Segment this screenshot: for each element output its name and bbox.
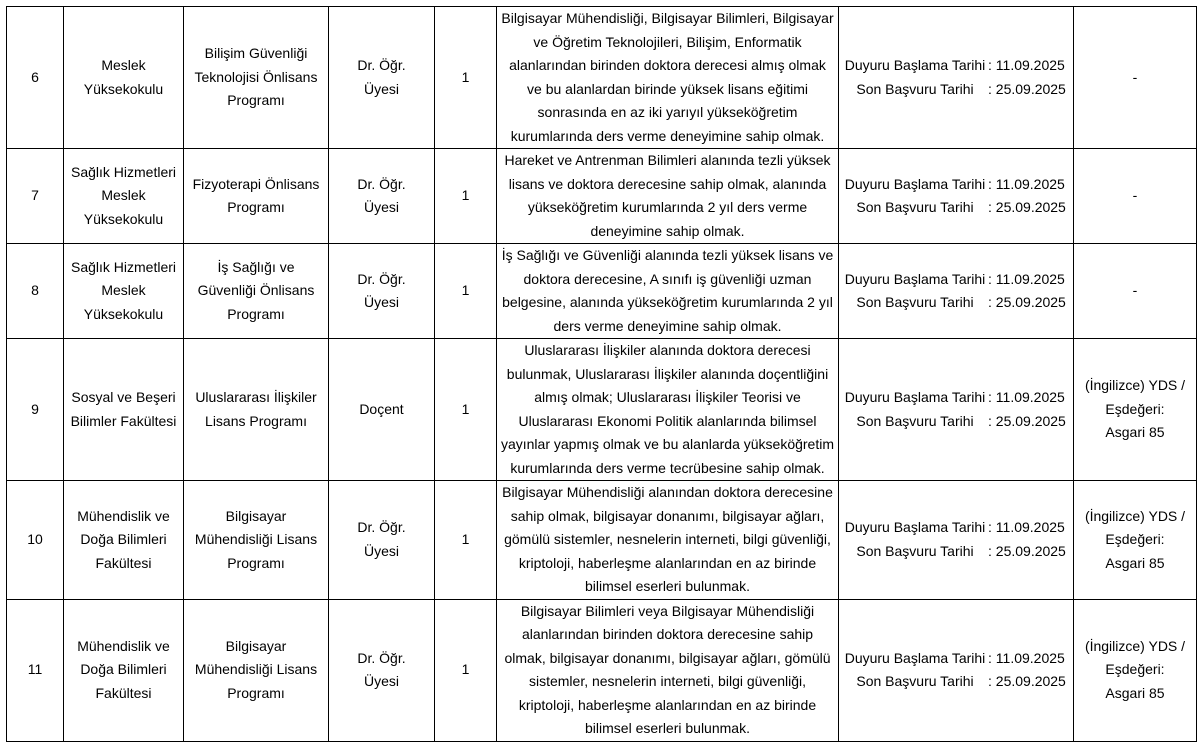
language-cell bbox=[1074, 244, 1197, 339]
unit-line: Yüksekokulu bbox=[83, 305, 164, 322]
title-line: Dr. Öğr. bbox=[357, 649, 406, 666]
language-line: (İngilizce) YDS / bbox=[1084, 377, 1186, 394]
unit-line: Yüksekokulu bbox=[83, 80, 164, 97]
title-line: Üyesi bbox=[363, 199, 399, 215]
date-label: Son Başvuru Tarihi bbox=[856, 199, 974, 215]
date-value: : 25.09.2025 bbox=[988, 412, 1066, 429]
department-line: Bilgisayar bbox=[225, 637, 287, 654]
language-line: Asgari 85 bbox=[1105, 554, 1165, 571]
title-line: Üyesi bbox=[363, 673, 399, 689]
department-line: Mühendisliği Lisans bbox=[194, 531, 318, 547]
date-line bbox=[842, 268, 1070, 292]
date-label: Duyuru Başlama Tarihi bbox=[844, 519, 986, 536]
unit-line: Bilimler Fakültesi bbox=[70, 412, 177, 429]
date-line bbox=[842, 173, 1070, 197]
title-line: Üyesi bbox=[363, 542, 399, 559]
count-cell: 1 bbox=[435, 244, 497, 339]
unit-cell bbox=[64, 481, 184, 600]
department-line: Fizyoterapi Önlisans bbox=[192, 175, 320, 192]
department-line: Programı bbox=[227, 554, 285, 571]
row-number: 10 bbox=[7, 481, 64, 600]
department-line: Güvenliği Önlisans bbox=[197, 282, 315, 299]
department-line: Teknolojisi Önlisans bbox=[194, 68, 318, 85]
unit-line: Yüksekokulu bbox=[83, 210, 164, 227]
department-line: Programı bbox=[227, 684, 285, 701]
title-cell bbox=[329, 149, 435, 244]
unit-cell bbox=[64, 244, 184, 339]
date-label: Duyuru Başlama Tarihi bbox=[844, 175, 986, 192]
date-label: Duyuru Başlama Tarihi bbox=[844, 649, 986, 666]
department-cell bbox=[184, 339, 329, 481]
row-number: 7 bbox=[7, 149, 64, 244]
title-cell bbox=[329, 481, 435, 600]
table-row bbox=[7, 149, 1197, 244]
date-label: Duyuru Başlama Tarihi bbox=[844, 389, 986, 405]
date-line bbox=[842, 516, 1070, 540]
date-value: : 25.09.2025 bbox=[988, 673, 1066, 689]
language-cell bbox=[1074, 7, 1197, 149]
department-cell bbox=[184, 149, 329, 244]
row-number: 11 bbox=[7, 599, 64, 741]
unit-line: Sağlık Hizmetleri bbox=[70, 258, 177, 275]
language-cell bbox=[1074, 149, 1197, 244]
date-line bbox=[842, 670, 1070, 694]
date-value: : 11.09.2025 bbox=[988, 389, 1065, 405]
unit-line: Doğa Bilimleri bbox=[80, 531, 167, 547]
date-value: : 25.09.2025 bbox=[988, 294, 1066, 310]
language-line: Asgari 85 bbox=[1105, 684, 1165, 701]
date-line bbox=[842, 647, 1070, 671]
date-line bbox=[842, 291, 1070, 315]
dates-cell bbox=[839, 149, 1074, 244]
date-value: : 11.09.2025 bbox=[988, 519, 1065, 536]
date-value: : 25.09.2025 bbox=[988, 199, 1066, 215]
department-line: Bilişim Güvenliği bbox=[204, 45, 308, 62]
count-cell: 1 bbox=[435, 481, 497, 600]
date-line bbox=[842, 54, 1070, 78]
table-row bbox=[7, 339, 1197, 481]
row-number: 8 bbox=[7, 244, 64, 339]
table-row bbox=[7, 481, 1197, 600]
date-value: : 11.09.2025 bbox=[988, 57, 1065, 73]
date-value: : 11.09.2025 bbox=[988, 175, 1065, 192]
date-label: Son Başvuru Tarihi bbox=[856, 294, 974, 310]
table-row bbox=[7, 244, 1197, 339]
language-line: Eşdeğeri: bbox=[1105, 400, 1165, 417]
language-line: Eşdeğeri: bbox=[1105, 661, 1165, 678]
title-cell bbox=[329, 599, 435, 741]
dates-cell bbox=[839, 7, 1074, 149]
date-line bbox=[842, 410, 1070, 434]
title-line: Dr. Öğr. bbox=[357, 175, 406, 192]
language-line: - bbox=[1132, 282, 1138, 299]
language-line: Asgari 85 bbox=[1105, 424, 1165, 441]
dates-cell bbox=[839, 599, 1074, 741]
unit-cell bbox=[64, 7, 184, 149]
title-cell bbox=[329, 7, 435, 149]
language-cell bbox=[1074, 339, 1197, 481]
department-cell bbox=[184, 599, 329, 741]
dates-cell bbox=[839, 481, 1074, 600]
dates-cell bbox=[839, 244, 1074, 339]
department-cell bbox=[184, 244, 329, 339]
unit-cell bbox=[64, 339, 184, 481]
title-cell bbox=[329, 244, 435, 339]
date-line bbox=[842, 78, 1070, 102]
unit-line: Mühendislik ve bbox=[77, 507, 170, 524]
department-cell bbox=[184, 481, 329, 600]
date-line bbox=[842, 196, 1070, 220]
department-line: Bilgisayar bbox=[225, 507, 287, 524]
date-label: Son Başvuru Tarihi bbox=[856, 542, 974, 559]
department-line: Programı bbox=[227, 92, 285, 109]
requirement-cell: Uluslararası İlişkiler alanında doktora derecesi bulunmak, Uluslararası İlişkiler alanında doçentliğini almış olmak; Uluslararası İlişkiler Teorisi ve Uluslararası Ekonomi Politik alanlarında bilimsel yayınlar yapmış olmak ve bu alanlarda yükseköğretim kurumlarında ders verme tecrübesine sahip olmak. bbox=[497, 339, 839, 481]
count-cell: 1 bbox=[435, 149, 497, 244]
count-cell: 1 bbox=[435, 7, 497, 149]
date-label: Son Başvuru Tarihi bbox=[856, 412, 974, 429]
unit-cell bbox=[64, 149, 184, 244]
date-label: Duyuru Başlama Tarihi bbox=[844, 270, 986, 287]
date-value: : 25.09.2025 bbox=[988, 542, 1066, 559]
date-label: Duyuru Başlama Tarihi bbox=[844, 57, 986, 73]
row-number: 9 bbox=[7, 339, 64, 481]
unit-line: Fakültesi bbox=[95, 684, 152, 701]
department-line: İş Sağlığı ve bbox=[217, 258, 295, 275]
language-line: - bbox=[1132, 187, 1138, 204]
language-line: - bbox=[1132, 68, 1138, 85]
unit-line: Meslek bbox=[101, 282, 146, 299]
title-line: Üyesi bbox=[363, 294, 399, 310]
title-line: Üyesi bbox=[363, 80, 399, 97]
unit-line: Sosyal ve Beşeri bbox=[71, 389, 176, 405]
department-line: Uluslararası İlişkiler bbox=[195, 389, 317, 405]
title-cell bbox=[329, 339, 435, 481]
requirement-cell: Bilgisayar Mühendisliği alanından doktora derecesine sahip olmak, bilgisayar donanımı, bilgisayar ağları, gömülü sistemler, nesnelerin interneti, bilgi güvenliği, kriptoloji, haberleşme alanlarından en az birinde bilimsel eserleri bulunmak. bbox=[497, 481, 839, 600]
title-line: Dr. Öğr. bbox=[357, 57, 406, 73]
department-line: Programı bbox=[227, 199, 285, 215]
count-cell: 1 bbox=[435, 339, 497, 481]
date-label: Son Başvuru Tarihi bbox=[856, 673, 974, 689]
date-value: : 11.09.2025 bbox=[988, 270, 1065, 287]
requirement-cell: Hareket ve Antrenman Bilimleri alanında tezli yüksek lisans ve doktora derecesine sahip olmak, alanında yükseköğretim kurumlarında 2 yıl ders verme deneyimine sahip olmak. bbox=[497, 149, 839, 244]
positions-table bbox=[6, 6, 1197, 742]
date-line bbox=[842, 540, 1070, 564]
unit-line: Mühendislik ve bbox=[77, 637, 170, 654]
title-line: Dr. Öğr. bbox=[357, 270, 406, 287]
date-value: : 11.09.2025 bbox=[988, 649, 1065, 666]
unit-cell bbox=[64, 599, 184, 741]
row-number: 6 bbox=[7, 7, 64, 149]
date-label: Son Başvuru Tarihi bbox=[856, 80, 974, 97]
title-line: Dr. Öğr. bbox=[357, 519, 406, 536]
title-line: Doçent bbox=[359, 400, 404, 417]
department-line: Lisans Programı bbox=[205, 412, 307, 429]
unit-line: Meslek bbox=[101, 187, 146, 204]
requirement-cell: Bilgisayar Mühendisliği, Bilgisayar Bilimleri, Bilgisayar ve Öğretim Teknolojileri, Bilişim, Enformatik alanlarından birinden doktora derecesi almış olmak ve bu alanlardan birinde yüksek lisans eğitimi sonrasında en az iki yarıyıl yükseköğretim kurumlarında ders verme deneyimine sahip olmak. bbox=[497, 7, 839, 149]
language-cell bbox=[1074, 481, 1197, 600]
date-line bbox=[842, 386, 1070, 410]
language-line: Eşdeğeri: bbox=[1105, 531, 1165, 547]
language-cell bbox=[1074, 599, 1197, 741]
department-cell bbox=[184, 7, 329, 149]
date-value: : 25.09.2025 bbox=[988, 80, 1066, 97]
count-cell: 1 bbox=[435, 599, 497, 741]
department-line: Programı bbox=[227, 305, 285, 322]
table-row bbox=[7, 7, 1197, 149]
unit-line: Meslek bbox=[101, 57, 146, 73]
language-line: (İngilizce) YDS / bbox=[1084, 507, 1186, 524]
unit-line: Doğa Bilimleri bbox=[80, 661, 167, 678]
table-row bbox=[7, 599, 1197, 741]
language-line: (İngilizce) YDS / bbox=[1084, 637, 1186, 654]
department-line: Mühendisliği Lisans bbox=[194, 661, 318, 678]
unit-line: Sağlık Hizmetleri bbox=[70, 163, 177, 180]
unit-line: Fakültesi bbox=[95, 554, 152, 571]
requirement-cell: Bilgisayar Bilimleri veya Bilgisayar Mühendisliği alanlarından birinden doktora derecesine sahip olmak, bilgisayar donanımı, bilgisayar ağları, gömülü sistemler, nesnelerin interneti, bilgi güvenliği, kriptoloji, haberleşme alanlarından en az birinde bilimsel eserleri bulunmak. bbox=[497, 599, 839, 741]
requirement-cell: İş Sağlığı ve Güvenliği alanında tezli yüksek lisans ve doktora derecesine, A sınıfı iş güvenliği uzman belgesine, alanında yükseköğretim kurumlarında 2 yıl ders verme deneyimine sahip olmak. bbox=[497, 244, 839, 339]
dates-cell bbox=[839, 339, 1074, 481]
